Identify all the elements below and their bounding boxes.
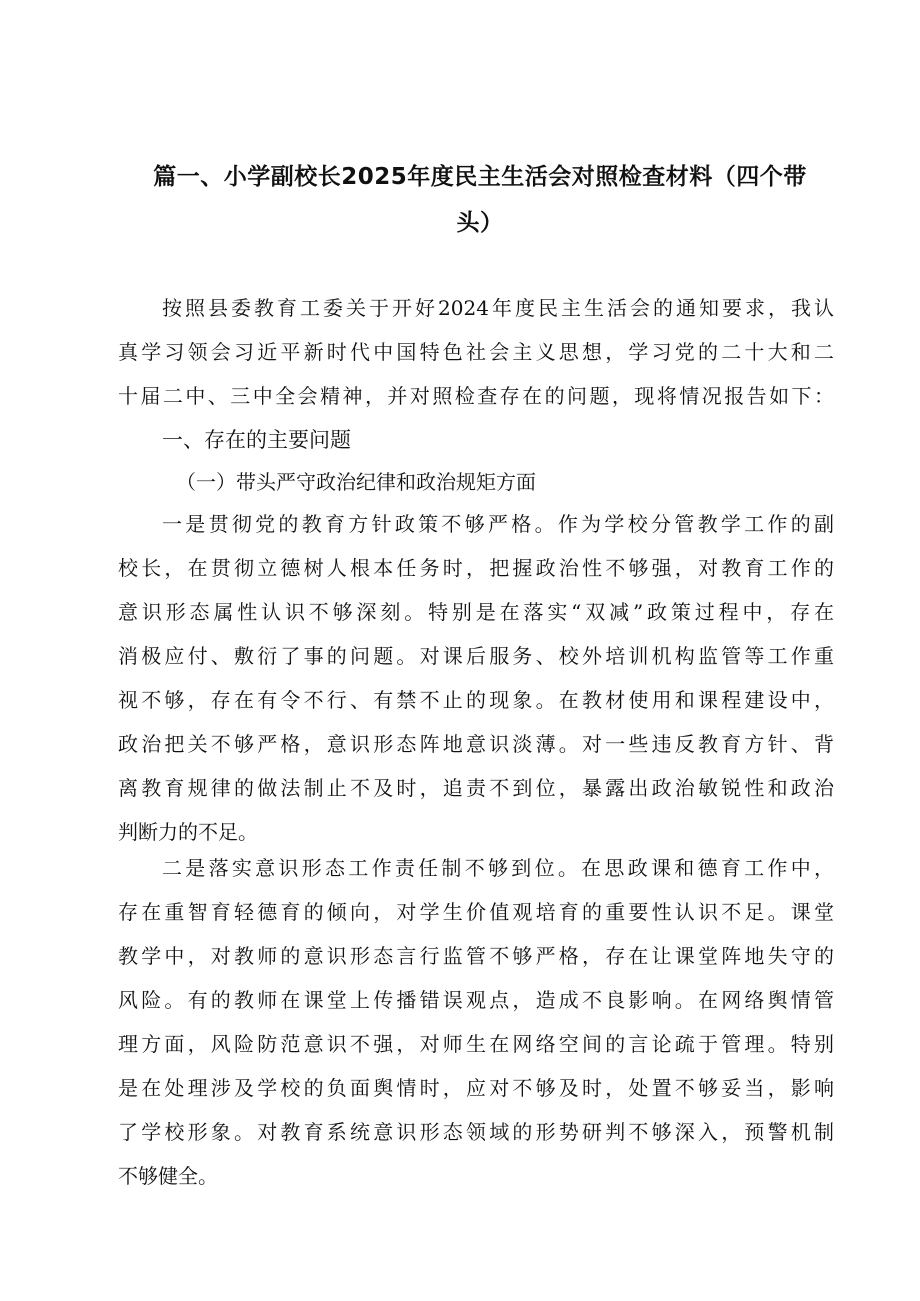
paragraph-line: 校长，在贯彻立德树人根本任务时，把握政治性不够强，对教育工作的: [118, 556, 834, 580]
paragraph-line: 是在处理涉及学校的负面舆情时，应对不够及时，处置不够妥当，影响: [118, 1076, 834, 1100]
subsection-heading-political-discipline: （一）带头严守政治纪律和政治规矩方面: [176, 470, 536, 494]
paragraph-line: 离教育规律的做法制止不及时，追责不到位，暴露出政治敏锐性和政治: [118, 776, 834, 800]
intro-paragraph: [118, 286, 834, 418]
paragraph-line: 了学校形象。对教育系统意识形态领域的形势研判不够深入，预警机制: [118, 1120, 834, 1144]
paragraph-education-policy: [118, 502, 834, 854]
paragraph-line: 视不够，存在有令不行、有禁不止的现象。在教材使用和课程建设中，: [118, 688, 834, 712]
paragraph-line: 政治把关不够严格，意识形态阵地意识淡薄。对一些违反教育方针、背: [118, 732, 834, 756]
paragraph-line: 风险。有的教师在课堂上传播错误观点，造成不良影响。在网络舆情管: [118, 988, 834, 1012]
paragraph-line: 一是贯彻党的教育方针政策不够严格。作为学校分管教学工作的副: [162, 512, 834, 536]
section-heading-problems: 一、存在的主要问题: [162, 428, 351, 452]
paragraph-line: 存在重智育轻德育的倾向，对学生价值观培育的重要性认识不足。课堂: [118, 900, 834, 924]
intro-line: 按照县委教育工委关于开好2024年度民主生活会的通知要求，我认: [162, 296, 834, 320]
paragraph-line: 不够健全。: [118, 1164, 218, 1188]
paragraph-line: 教学中，对教师的意识形态言行监管不够严格，存在让课堂阵地失守的: [118, 944, 834, 968]
paragraph-line: 理方面，风险防范意识不强，对师生在网络空间的言论疏于管理。特别: [118, 1032, 834, 1056]
document-title-line-1: 篇一、小学副校长2025年度民主生活会对照检查材料（四个带: [153, 164, 807, 190]
paragraph-ideology-responsibility: [118, 846, 834, 1198]
intro-line: 十届二中、三中全会精神，并对照检查存在的问题，现将情况报告如下：: [118, 384, 834, 408]
paragraph-line: 判断力的不足。: [118, 820, 258, 844]
document-title-line-2: 头）: [456, 210, 504, 236]
intro-line: 真学习领会习近平新时代中国特色社会主义思想，学习党的二十大和二: [118, 340, 834, 364]
paragraph-line: 消极应付、敷衍了事的问题。对课后服务、校外培训机构监管等工作重: [118, 644, 834, 668]
paragraph-line: 二是落实意识形态工作责任制不够到位。在思政课和德育工作中，: [162, 856, 834, 880]
paragraph-line: 意识形态属性认识不够深刻。特别是在落实“双减”政策过程中，存在: [118, 600, 834, 624]
